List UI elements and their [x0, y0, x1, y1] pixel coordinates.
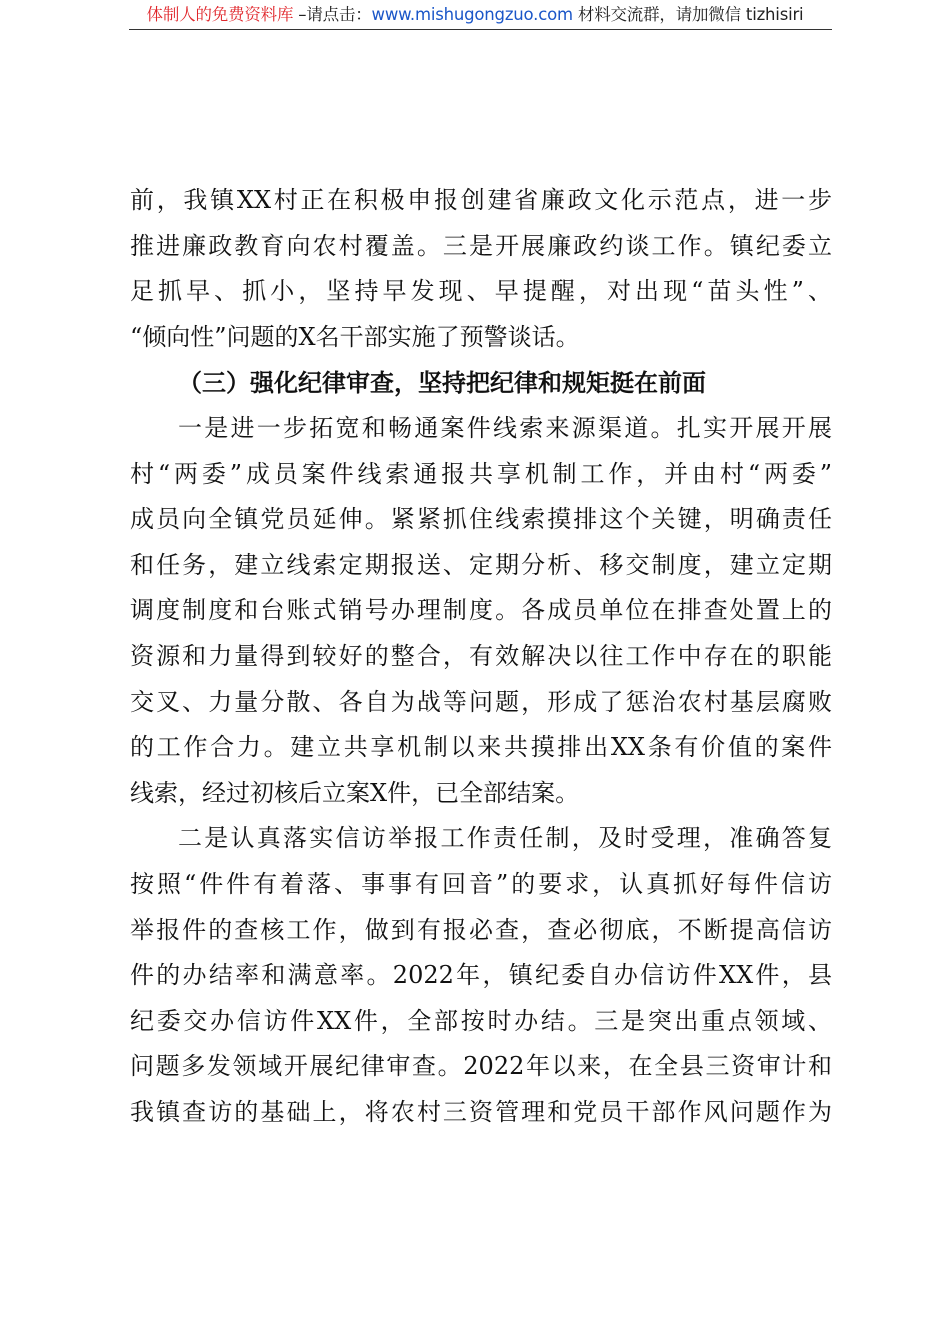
header-click-prompt: –请点击： — [293, 5, 372, 24]
page-header — [0, 4, 950, 26]
paragraph-line: 举报件的查核工作，做到有报必查，查必彻底，不断提高信访 — [130, 915, 832, 944]
paragraph-line: 调度制度和台账式销号办理制度。各成员单位在排查处置上的 — [130, 596, 832, 625]
header-url-link[interactable]: www.mishugongzuo.com — [371, 5, 573, 24]
header-divider — [129, 29, 832, 30]
paragraph-line: 我镇查访的基础上，将农村三资管理和党员干部作风问题作为 — [130, 1097, 832, 1126]
paragraph-line: 纪委交办信访件XX件，全部按时办结。三是突出重点领域、 — [130, 1006, 832, 1035]
paragraph-line: 成员向全镇党员延伸。紧紧抓住线索摸排这个关键，明确责任 — [130, 505, 832, 534]
header-group-note: 材料交流群，请加微信 tizhisiri — [572, 5, 804, 24]
paragraph-line: 二是认真落实信访举报工作责任制，及时受理，准确答复 — [178, 824, 832, 853]
paragraph-line: 一是进一步拓宽和畅通案件线索来源渠道。扎实开展开展 — [178, 413, 832, 442]
paragraph-line: 的工作合力。建立共享机制以来共摸排出XX条有价值的案件 — [130, 733, 832, 762]
paragraph-line: 件的办结率和满意率。2022年，镇纪委自办信访件XX件，县 — [130, 961, 832, 990]
paragraph-line: 按照“件件有着落、事事有回音”的要求，认真抓好每件信访 — [130, 869, 832, 898]
paragraph-line: 推进廉政教育向农村覆盖。三是开展廉政约谈工作。镇纪委立 — [130, 231, 832, 260]
paragraph-line: 问题多发领域开展纪律审查。2022年以来，在全县三资审计和 — [130, 1052, 832, 1081]
header-library-name: 体制人的免费资料库 — [146, 5, 294, 24]
section-heading: （三）强化纪律审查，坚持把纪律和规矩挺在前面 — [178, 368, 706, 398]
paragraph-line: 足抓早、抓小，坚持早发现、早提醒，对出现“苗头性”、 — [130, 277, 832, 306]
document-body — [130, 178, 832, 1135]
paragraph-line: 村“两委”成员案件线索通报共享机制工作，并由村“两委” — [130, 459, 832, 488]
paragraph-line: 线索，经过初核后立案X件，已全部结案。 — [130, 778, 580, 807]
paragraph-line: 前，我镇XX村正在积极申报创建省廉政文化示范点，进一步 — [130, 186, 832, 214]
paragraph-line: 和任务，建立线索定期报送、定期分析、移交制度，建立定期 — [130, 550, 832, 579]
paragraph-line: 交叉、力量分散、各自为战等问题，形成了惩治农村基层腐败 — [130, 687, 832, 716]
paragraph-line: 资源和力量得到较好的整合，有效解决以往工作中存在的职能 — [130, 641, 832, 670]
paragraph-line: “倾向性”问题的X名干部实施了预警谈话。 — [130, 322, 580, 351]
